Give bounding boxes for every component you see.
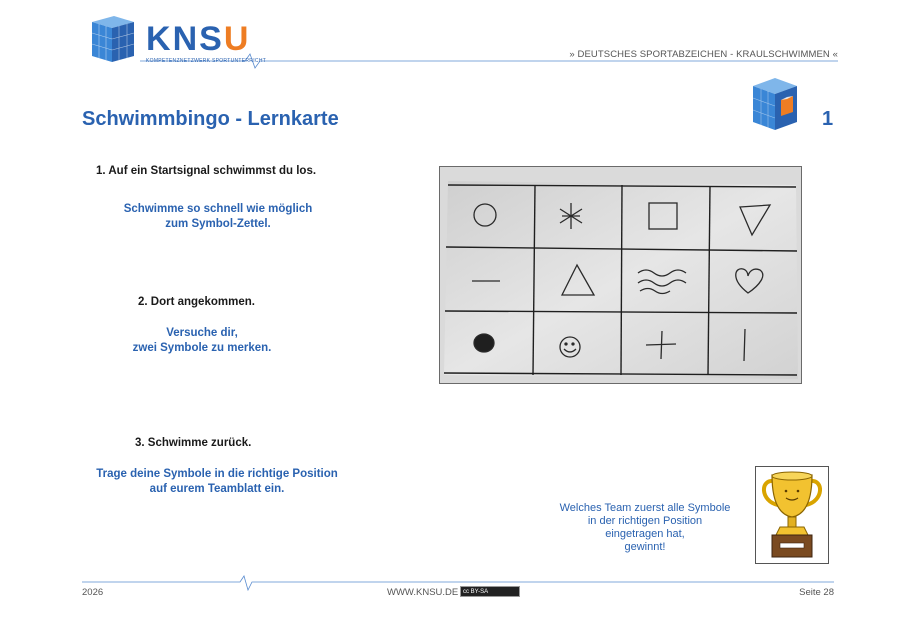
cube-icon	[751, 76, 799, 132]
winner-line-2: in der richtigen Position	[587, 515, 703, 527]
step-3-heading: 3. Schwimme zurück.	[135, 437, 252, 449]
step-1-line-2: zum Symbol-Zettel.	[165, 218, 271, 230]
winner-line-4: gewinnt!	[624, 541, 666, 553]
step-3-line-1: Trage deine Symbole in die richtige Position	[96, 468, 338, 480]
step-1-line-1: Schwimme so schnell wie möglich	[123, 203, 313, 215]
step-2-body	[102, 326, 302, 356]
page-number: Seite 28	[799, 587, 834, 598]
step-1-heading: 1. Auf ein Startsignal schwimmst du los.	[96, 165, 317, 177]
knsu-logo-cube-icon	[88, 14, 136, 64]
footer-year: 2026	[82, 587, 104, 598]
winner-line-1: Welches Team zuerst alle Symbole	[559, 502, 731, 514]
winner-text	[540, 502, 750, 554]
step-3-line-2: auf eurem Teamblatt ein.	[149, 483, 285, 495]
winner-line-3: eingetragen hat,	[605, 528, 685, 540]
trophy-image	[755, 466, 829, 564]
knsu-logo-text: KNSU	[146, 20, 251, 58]
cc-license-badge: cc BY-SA	[460, 586, 520, 597]
symbol-grid-photo	[439, 166, 802, 384]
step-2-heading: 2. Dort angekommen.	[138, 296, 255, 308]
page-title: Schwimmbingo - Lernkarte	[82, 108, 339, 130]
step-3-body	[78, 467, 356, 497]
step-1-body	[100, 202, 336, 232]
footer-website-link[interactable]: WWW.KNSU.DE	[387, 587, 459, 598]
trophy-icon	[756, 467, 828, 563]
step-2-line-2: zwei Symbole zu merken.	[132, 342, 272, 354]
breadcrumb: » DEUTSCHES SPORTABZEICHEN - KRAULSCHWIMMEN «	[569, 49, 838, 60]
card-number: 1	[822, 108, 834, 130]
filled-dot-icon	[474, 334, 494, 352]
step-2-line-1: Versuche dir,	[166, 327, 238, 339]
logo-subtitle: KOMPETENZNETZWERK SPORTUNTERRICHT	[146, 58, 267, 64]
